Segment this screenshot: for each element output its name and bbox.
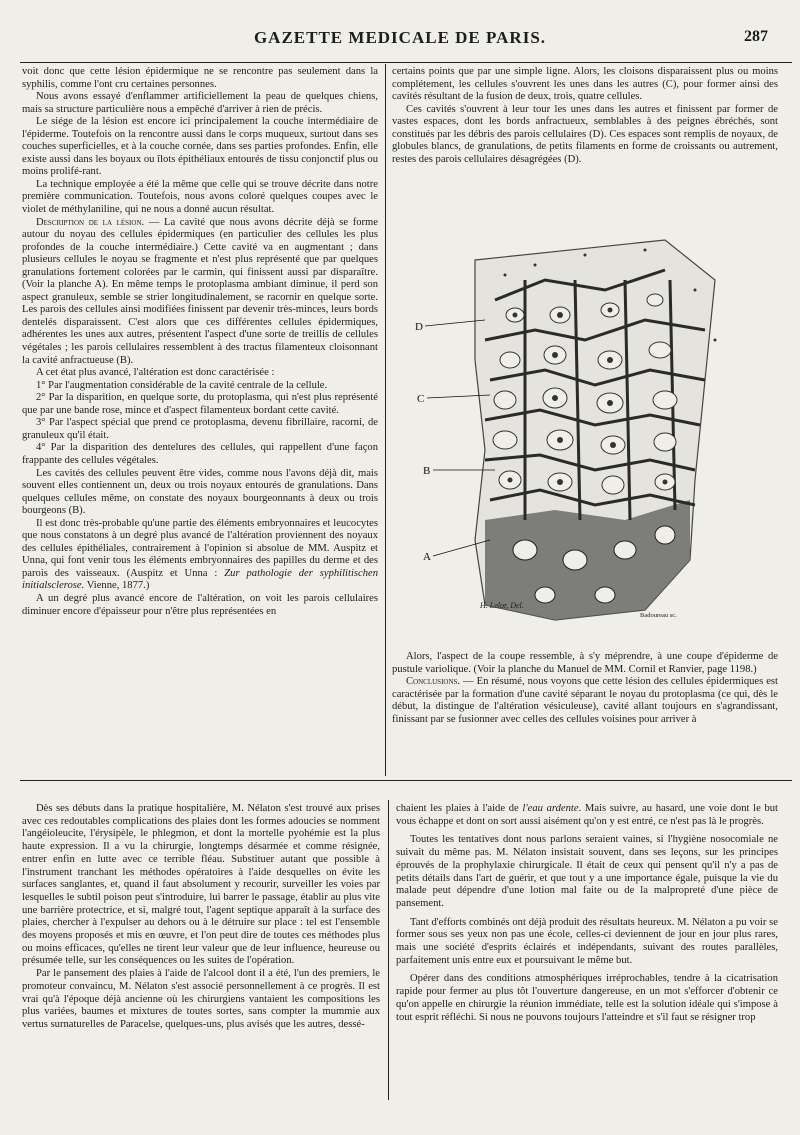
page-header [0,28,800,52]
figure-label-b: B [423,465,431,477]
paragraph-text: . Mais suivre, au hasard, une voie dont le but vous échappe et dont on sort aussi aisément qu'on y est entré, ce n'est pas là le progrès. [396,803,779,827]
paragraph: Les cavités des cellules peuvent être vides, comme nous l'avons déjà dit, mais souvent elles contiennent un, deux ou trois noyaux entourés de granulations. Dans quelques cellules même, on constate des noyaux bourgeonnants à deux ou trois bourgeons (B). [22,467,378,517]
section-lead: Conclusions. [406,676,461,688]
paragraph: A un degré plus avancé encore de l'altération, on voit les parois cellulaires diminuer encore d'épaisseur pour n'être plus représentées en [22,592,378,617]
column-divider-top [385,64,386,776]
paragraph-citation [22,518,378,593]
page-number: 287 [744,28,768,45]
paragraph-text: — En résumé, nous voyons que cette lésion des cellules épidermiques est caractérisée par la formation d'une cavité séparant le noyau du protoplasma (ce qui, dès le début, la distingue de l'altération vésiculeuse), cavité allant toujours en s'agrandissant, finissant par se fusionner avec celles des cellules voisines pour arriver à [392,676,778,725]
list-item: 2° Par la disparition, en quelque sorte, du protoplasma, qui n'est plus représenté que par une bande rose, mince et d'aspect filamenteux bordant cette cavité. [22,392,378,416]
paragraph: Alors, l'aspect de la coupe ressemble, à s'y méprendre, à une coupe d'épiderme de pustule variolique. (Voir la planche du Manuel de MM. Cornil et Ranvier, page 1198.) [392,651,778,675]
article-column-left [22,66,378,618]
paragraph: voit donc que cette lésion épidermique ne se rencontre pas seulement dans la syphilis, comme l'ont cru certaines personnes. [22,66,378,90]
paragraph: Tant d'efforts combinés ont déjà produit des résultats heureux. M. Nélaton a pu voir se former sous ses yeux non pas une école, celles-ci deviennent de jour en jour plus rares, mais une société d'esprits éclairés et indépendants, suivant des routes parallèles, parfaitement unis entre eux et poursuivant le même but. [396,916,778,966]
engraver-credit: Badoureau sc. [640,612,677,619]
paragraph: Ces cavités s'ouvrent à leur tour les unes dans les autres et finissent par former de vastes espaces, dont les bords anfractueux, semblables à des peignes ébréchés, sont constitués par les débris des parois cellulaires (D). Ces espaces sont remplis de noyaux, de globules blancs, de granulations, de petits filaments en forme de croissants ou autrement, restes des parois cellulaires désagrégées (D). [392,103,778,165]
section-lead: Description de la lésion. [36,216,145,228]
paragraph-text: Il est donc très-probable qu'une partie des éléments embryonnaires et leucocytes que nous constatons à un degré plus avancé de l'altération proviennent des noyaux des cellules épithéliales, contrairement à l'opinion si absolue de MM. Auspitz et Unna, qui font venir tous les éléments embryonnaires des papilles du derme et des parois des vaisseaux. (Auspitz et Unna : [22,517,378,579]
illustrator-credit: H. Lelor, Del. [480,601,524,610]
paragraph: La technique employée a été la même que celle qui se trouve décrite dans notre première communication. Toutefois, nous avons coloré quelques coupes avec le violet de méthylaniline, qui ne nous a donné aucun résultat. [22,178,378,216]
section-rule [20,780,792,781]
paragraph-conclusions [392,676,778,726]
header-rule [20,62,792,63]
paragraph: Toutes les tentatives dont nous parlons seraient vaines, si l'hygiène nosocomiale ne suivait du même pas. M. Nélaton insistait souvent, dans ses leçons, sur les principes éprouvés de la prophylaxie chirurgicale. Il était de ceux qui pensent qu'il n'y a pas de petits détails dans l'art de guérir, et que tout y a une importance égale, puisque la vie du malade peut dépendre d'une lotion mal faite ou de la malpropreté d'une pièce de pansement. [396,834,778,909]
feuilleton-column-right [396,803,778,1024]
paragraph: Opérer dans des conditions atmosphériques irréprochables, tendre à la cicatrisation rapide pour fermer au plus tôt l'ouverture dangereuse, en un mot s'efforcer d'obtenir ce qu'on appelle en chirurgie la réunion immédiate, telle est la solution idéale qui s'impose à tout esprit réfléchi. Si nous ne pouvons toujours l'atteindre et s'il faut se résigner trop [396,973,778,1023]
article-column-right-lower [392,651,778,726]
paragraph [396,803,778,828]
paragraph-description [22,217,378,368]
emphasis: l'eau ardente [522,803,579,814]
paragraph: A cet état plus avancé, l'altération est donc caractérisée : [36,367,275,379]
paragraph-text: — La cavité que nous avons décrite déjà se forme autour du noyau des cellules épidermiques (en particulier des cellules les plus profondes de la couche intermédiaire.) Cette cavité va en augmentant ; dans plusieurs cellules le noyau se fragmente et n'est plus représenté que par quelques granulations fortement colorées par le carmin, qui finissent aussi par disparaître. (Voir la planche A). En même temps le protoplasma ambiant diminue, il perd son aspect granuleux, semble se strier longitudinalement, se racornir en quelque sorte. Les parois des cellules ainsi modifiées finissent par devenir très-minces, leurs bords dentelés disparaissent. C'est alors que ces différentes cellules épidermiques, adhérentes les unes aux autres, présentent l'aspect d'une sorte de treillis de cellules végétales ; les parois cellulaires ressemblent à des tractus filamenteux cloisonnant la cavité anfractueuse (B). [22,216,378,366]
list-item: 3° Par l'aspect spécial que prend ce protoplasma, devenu fibrillaire, racorni, de granuleux qu'il était. [22,417,378,441]
journal-title: GAZETTE MEDICALE DE PARIS. [253,28,547,47]
citation-title: Zur pathologie der syphilitischen initialsclerose. [22,567,379,592]
paragraph-text: Vienne, 1877.) [84,580,150,592]
figure-label-a: A [423,551,431,563]
list-item: 1° Par l'augmentation considérable de la cavité centrale de la cellule. [36,379,328,391]
paragraph: Nous avons essayé d'enflammer artificiellement la peau de quelques chiens, mais sa structure particulière nous a empêché d'arriver à rien de précis. [22,91,378,115]
paragraph: Le siége de la lésion est encore ici principalement la couche intermédiaire de l'épiderme. Toutefois on la rencontre aussi dans le corps muqueux, surtout dans ses couches superficielles, et à la couche cornée, dans ses parties profondes. Enfin, elle existe aussi dans les boyaux ou îlots épithéliaux entourés de tissu conjonctif plus ou moins prolifé-rant. [22,116,378,178]
article-column-right-upper [392,66,778,166]
paragraph: Dès ses débuts dans la pratique hospitalière, M. Nélaton s'est trouvé aux prises avec ces redoutables complications des plaies dont les formes adoucies se nomment l'angéioleucite, l'érysipèle, le phlegmon, et dont la mortelle pyohémie est la plus haute expression. Il a vu la chirurgie, longtemps désarmée et comme résignée, entrer enfin en lutte avec ce terrible fléau. Substituer autant que possible à l'instrument tranchant les méthodes opératoires à l'aide desquelles on évite les surfaces sanglantes, et, quand il faut absolument y recourir, surveiller les voies par lesquelles le subtil poison peut s'introduire, lui barrer le passage, établir au plus vite une barrière protectrice, et si, malgré tout, l'agent septique apparaît à la surface des plaies, chercher à l'expulser au dehors ou à le détruire sur place : tel est l'ensemble des moyens proposés et mis en œuvre, et l'on peut dire de toutes ces méthodes plus ou moins efficaces, qu'elles ne tirent leur valeur que de leur influence, heureuse ou présumée telle, sur les conséquences ou les suites de l'opération. [22,803,380,967]
paragraph: certains points que par une simple ligne. Alors, les cloisons disparaissent plus ou moins complétement, les cellules s'ouvrent les unes dans les autres (C), pour former ainsi des cavités résultant de la fusion de deux, trois, quatre cellules. [392,66,778,103]
figure-label-d: D [415,321,423,333]
histology-figure [415,220,735,645]
column-divider-bottom [388,800,389,1100]
paragraph: Par le pansement des plaies à l'aide de l'alcool dont il a été, l'un des premiers, le promoteur convaincu, M. Nélaton s'est associé personnellement à ce progrès. Il est vrai qu'à l'époque déjà ancienne où les chirurgiens vantaient les compositions les plus variées, baumes et mixtures de toutes sortes, sans compter la mummie aux vertus surnaturelles de Paracelse, quelques-uns, plus avisés que les autres, dessé- [22,968,380,1030]
paragraph-text: chaient les plaies à l'aide de [396,803,523,814]
figure-label-c: C [417,393,425,405]
feuilleton-column-left [22,803,380,1032]
list-item: 4° Par la disparition des dentelures des cellules, qui rappellent d'une façon frappante des cellules végétales. [22,442,378,466]
